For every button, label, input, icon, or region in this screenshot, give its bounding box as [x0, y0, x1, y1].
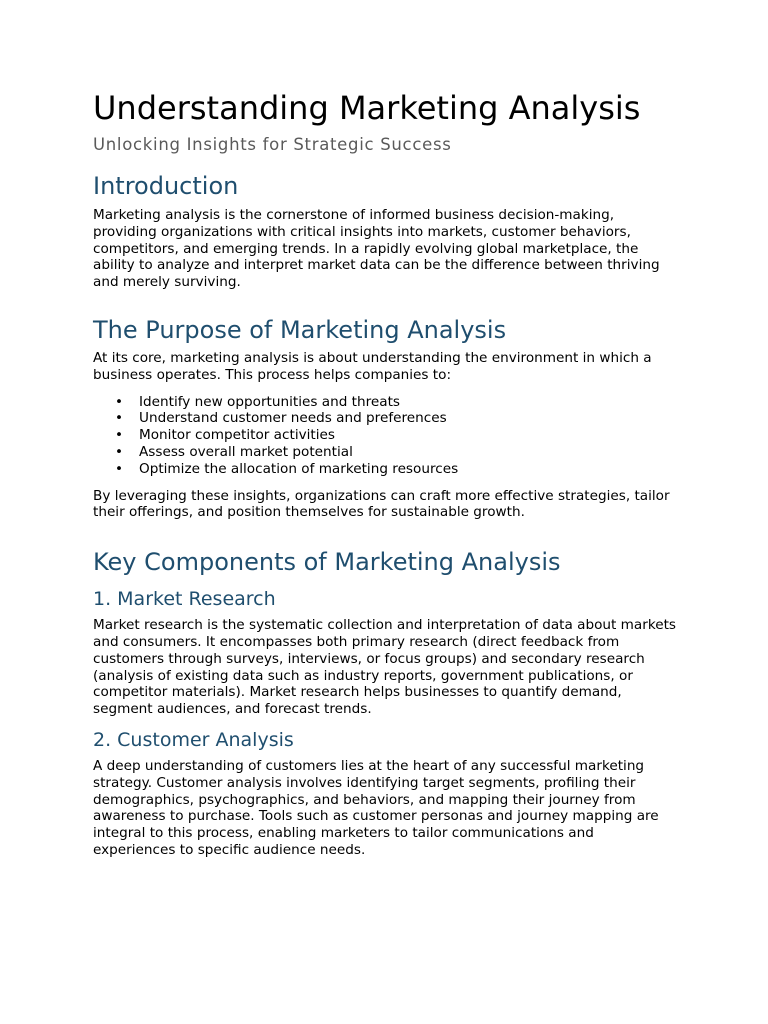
- introduction-heading: Introduction: [93, 172, 239, 200]
- list-item-text: Understand customer needs and preferences: [139, 410, 447, 427]
- document-title: Understanding Marketing Analysis: [93, 89, 641, 127]
- document-subtitle: Unlocking Insights for Strategic Success: [93, 135, 452, 154]
- list-item-text: Assess overall market potential: [139, 443, 353, 460]
- introduction-paragraph: Marketing analysis is the cornerstone of informed business decision-making, providing organizations with critical insights into markets, customer behaviors, competitors, and emerging trends. In a rapidly evolving global marketplace, the ability to analyze and interpret market data can be the difference between thriving and merely surviving.: [93, 207, 660, 291]
- market-research-paragraph: Market research is the systematic collection and interpretation of data about markets and consumers. It encompasses both primary research (direct feedback from customers through surveys, interviews, or focus groups) and secondary research (analysis of existing data such as industry reports, government publications, or competitor materials). Market research helps businesses to quantify demand, segment audiences, and forecast trends.: [93, 617, 677, 718]
- list-item-text: Identify new opportunities and threats: [139, 393, 400, 410]
- bullet-icon: •: [115, 393, 124, 410]
- bullet-icon: •: [115, 443, 124, 460]
- components-heading: Key Components of Marketing Analysis: [93, 548, 561, 577]
- purpose-intro-paragraph: At its core, marketing analysis is about understanding the environment in which a business operates. This process helps companies to:: [93, 349, 652, 383]
- list-item: [115, 393, 676, 411]
- list-item: [115, 427, 676, 444]
- list-item: [115, 410, 676, 427]
- customer-analysis-heading: 2. Customer Analysis: [93, 728, 294, 751]
- list-item: [115, 460, 676, 478]
- purpose-bullet-list: [93, 394, 676, 478]
- bullet-icon: •: [115, 427, 124, 444]
- market-research-heading: 1. Market Research: [93, 588, 276, 611]
- purpose-closing-paragraph: By leveraging these insights, organizations can craft more effective strategies, tailor their offerings, and position themselves for sustainable growth.: [93, 487, 670, 521]
- list-item-text: Optimize the allocation of marketing resources: [139, 460, 459, 477]
- bullet-icon: •: [115, 410, 124, 427]
- list-item: [115, 443, 676, 461]
- customer-analysis-paragraph: A deep understanding of customers lies at the heart of any successful marketing strategy. Customer analysis involves identifying target segments, profiling their demographics, psychographics, and behaviors, and mapping their journey from awareness to purchase. Tools such as customer personas and journey mapping are integral to this process, enabling marketers to tailor communications and experiences to specific audience needs.: [93, 757, 659, 858]
- purpose-heading: The Purpose of Marketing Analysis: [93, 315, 507, 344]
- list-item-text: Monitor competitor activities: [139, 427, 335, 444]
- bullet-icon: •: [115, 460, 124, 477]
